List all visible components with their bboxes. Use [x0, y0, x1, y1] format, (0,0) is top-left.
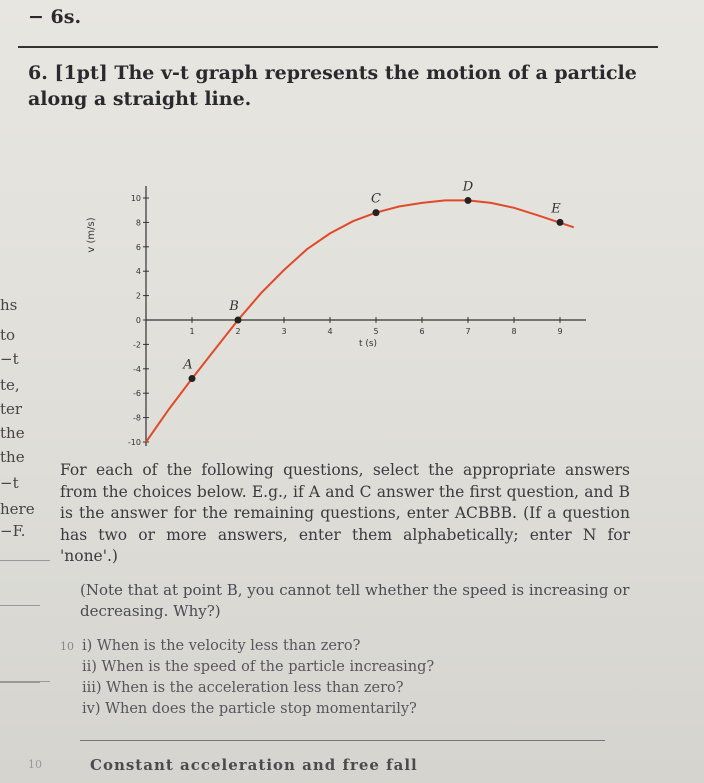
y-tick-label: 8 — [135, 218, 141, 228]
sub-question: iii) When is the acceleration less than zero? — [82, 680, 404, 696]
sub-question: ii) When is the speed of the particle increasing? — [82, 659, 435, 675]
y-tick-label: -8 — [133, 413, 141, 423]
margin-line — [0, 682, 40, 683]
sub-questions — [60, 636, 620, 720]
y-tick-label: -6 — [133, 389, 141, 399]
y-tick-label: 0 — [135, 316, 141, 325]
y-tick-label: 2 — [135, 291, 141, 301]
point-a — [189, 375, 196, 382]
section-rule — [80, 740, 605, 741]
question-points: [1pt] — [54, 62, 108, 84]
note-paragraph: (Note that at point B, you cannot tell whether the speed is increasing or decreasing. Why?) — [80, 581, 630, 620]
y-axis-label: v (m/s) — [86, 217, 97, 253]
sub-question: iv) When does the particle stop momentarily? — [82, 701, 417, 717]
y-tick-label: -2 — [133, 340, 141, 350]
x-tick-label: 6 — [419, 327, 425, 336]
margin-fragment: hs — [0, 296, 18, 314]
x-tick-label: 5 — [373, 327, 379, 336]
margin-line — [0, 605, 40, 606]
margin-fragment: to — [0, 326, 16, 344]
y-tick-label: -4 — [133, 364, 141, 374]
next-section-heading: Constant acceleration and free fall — [90, 756, 418, 774]
previous-answer-fragment: − 6s. — [28, 6, 82, 28]
margin-fragment: −t — [0, 474, 19, 492]
question-number: 6. — [28, 62, 48, 84]
margin-fragment: ter — [0, 400, 23, 418]
point-label: C — [371, 191, 381, 207]
section-divider — [18, 46, 658, 48]
x-tick-label: 4 — [327, 327, 333, 336]
x-tick-label: 8 — [511, 327, 517, 336]
x-axis-label: t (s) — [358, 339, 378, 349]
point-label: A — [183, 357, 193, 373]
point-b — [235, 317, 242, 324]
x-tick-label: 9 — [557, 327, 563, 336]
y-tick-label: 4 — [135, 267, 141, 277]
y-tick-label: 10 — [130, 194, 141, 203]
section-number: 10 — [28, 758, 42, 771]
x-tick-label: 7 — [465, 327, 471, 336]
vt-graph — [60, 140, 620, 450]
margin-fragment: −F. — [0, 522, 26, 540]
question-text: The v-t graph represents the motion of a particle along a straight line. — [28, 62, 637, 110]
margin-fragment: the — [0, 448, 25, 466]
y-tick-label: -10 — [127, 438, 141, 447]
margin-fragment: te, — [0, 376, 20, 394]
answer-box — [0, 560, 50, 682]
velocity-curve — [146, 200, 574, 442]
margin-fragment: −t — [0, 350, 19, 368]
point-d — [465, 197, 472, 204]
sub-question-number: 10 — [60, 640, 74, 653]
margin-fragment: here — [0, 500, 35, 518]
sub-question: 10 i) When is the velocity less than zero? — [60, 636, 620, 657]
graph-points — [182, 179, 563, 382]
margin-fragment: the — [0, 424, 25, 442]
instructions-paragraph: For each of the following questions, select the appropriate answers from the choices below. E.g., if A and C answer the first question, and B is the answer for the remaining questions, enter ACBBB. (If a question has two or more answers, enter them alphabetically; enter N for 'none'.) — [60, 461, 630, 565]
question-title — [28, 60, 658, 112]
point-label: B — [229, 299, 239, 314]
x-tick-label: 2 — [235, 327, 241, 336]
x-tick-label: 1 — [189, 327, 195, 336]
point-e — [557, 219, 564, 226]
y-tick-label: 6 — [135, 242, 141, 252]
point-c — [373, 209, 380, 216]
x-tick-label: 3 — [281, 327, 287, 336]
graph-axes — [146, 186, 586, 446]
point-label: D — [462, 179, 474, 195]
point-label: E — [551, 201, 561, 217]
